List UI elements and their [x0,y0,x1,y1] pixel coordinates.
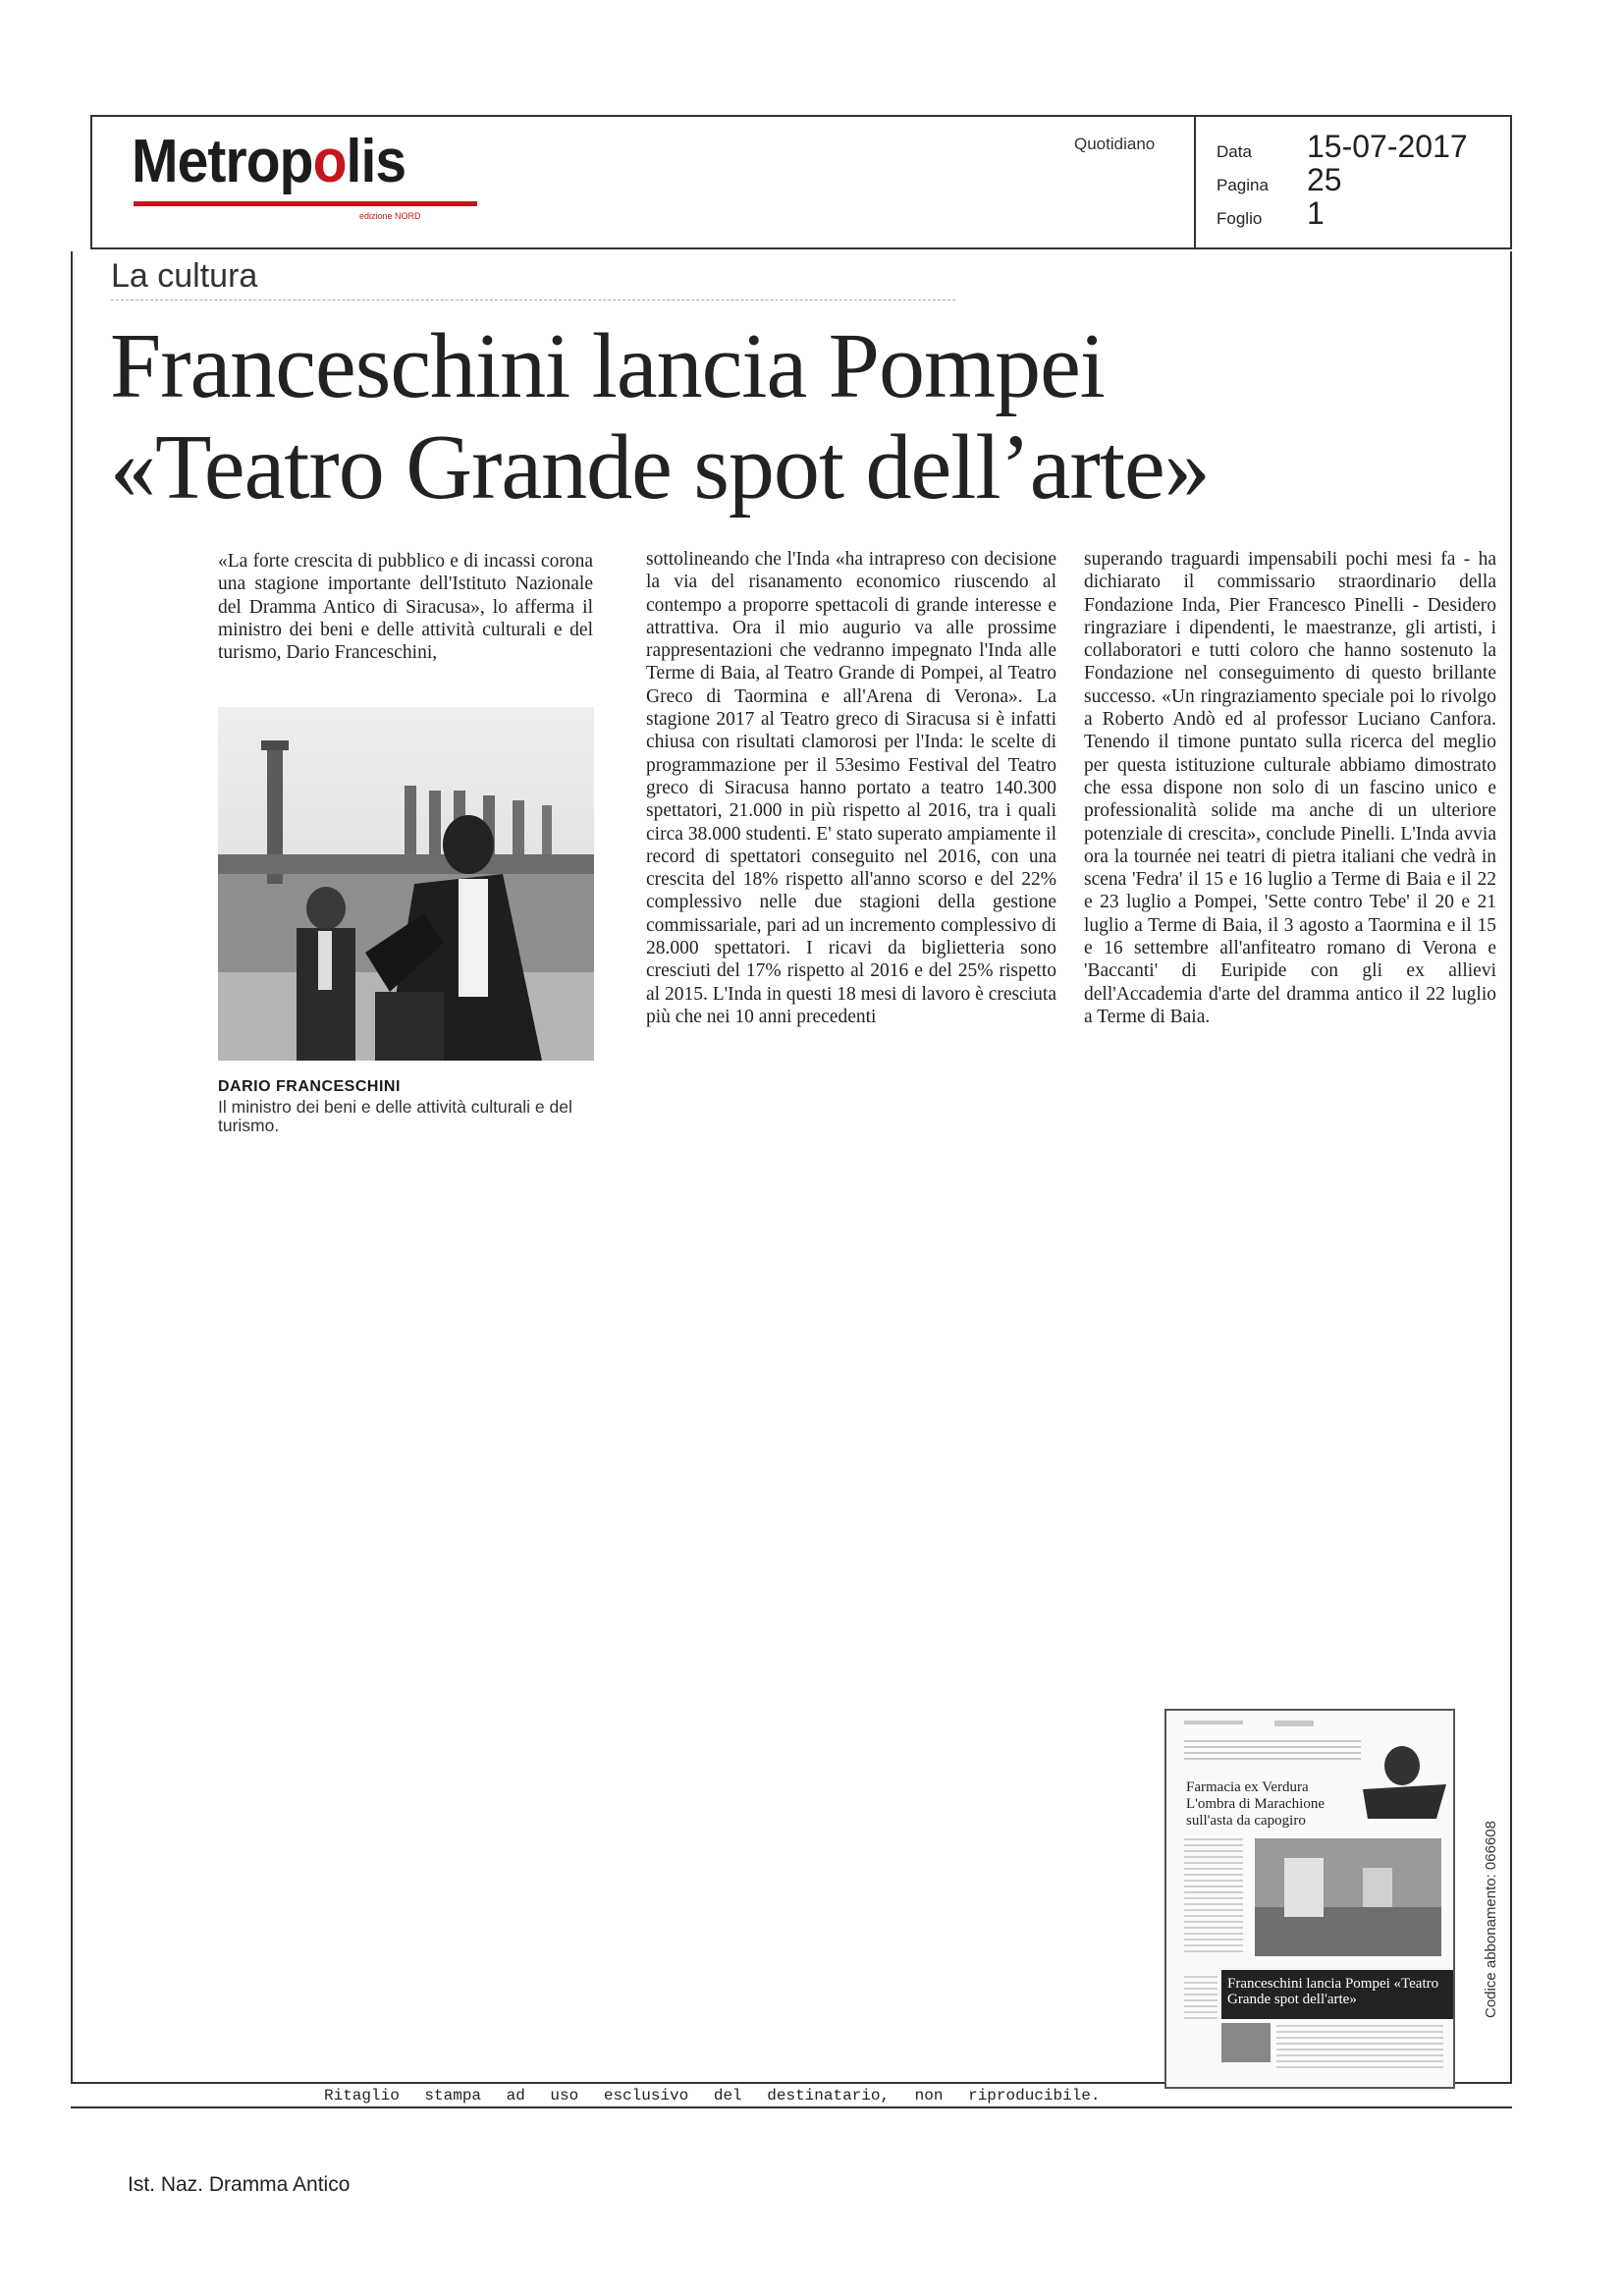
frame-bottom-rule [71,2106,1512,2108]
section-label: La cultura [111,257,258,295]
thumbnail-headline-2: Franceschini lancia Pompei «Teatro Grande spot dell'arte» [1221,1970,1455,2019]
photo-caption-text: Il ministro dei beni e delle attività culturali e del turismo. [218,1097,572,1135]
photo-caption-title: DARIO FRANCESCHINI [218,1078,401,1095]
publication-type: Quotidiano [1074,135,1156,153]
page-thumbnail [1164,1709,1455,2089]
photo-ruins-illustration [218,707,594,1061]
article-column-3: superando traguardi impensabili pochi mesi fa - ha dichiarato il commissario straordinario della Fondazione Inda, Pier Francesco Pinelli - Desidero ringraziare i dipendenti, le maestranze, gli artisti, i collaboratori e tutti coloro che hanno sostenuto la Fondazione nel conseguimento di questo brillante successo. «Un ringraziamento speciale poi lo rivolgo a Roberto Andò ed al professor Luciano Canfora. Tenendo il timone puntato sulla ricerca del meglio per questa istituzione culturale abbiamo dimostrato che essa dispone non solo di un fascino unico e professionalità solide ma anche di un ulteriore potenziale di crescita», conclude Pinelli. L'Inda avvia ora la tournée nei teatri di pietra italiani che vedrà in scena 'Fedra' il 15 e 16 luglio a Terme di Baia e il 22 e 23 luglio a Pompei, 'Sette contro Tebe' il 20 e 21 luglio a Terme di Baia, il 3 agosto a Taormina e il 15 e 16 settembre all'anfiteatro romano di Verona e 'Baccanti' di Euripide con gli ex allievi dell'Accademia d'arte del dramma antico il 22 luglio a Terme di Baia. [1084,549,1496,1027]
meta-sheet: Foglio 1 [1217,195,1325,231]
article-photo [218,707,594,1061]
headline-line-2: «Teatro Grande spot dell’arte» [110,416,1210,519]
newspaper-logo: Metropolis [132,128,406,195]
meta-page: Pagina 25 [1217,162,1342,197]
thumbnail-headline-1: Farmacia ex Verdura L'ombra di Marachione sull'asta da capogiro [1186,1779,1325,1829]
masthead-box [90,115,1512,249]
article-column-2: sottolineando che l'Inda «ha intrapreso con decisione la via del risanamento economico riuscendo al contempo a proporre spettacoli di grande interesse e attrattiva. Ora il mio augurio va alle prossime rappresentazioni che vedranno impegnato l'Inda alle Terme di Baia, al Teatro Grande di Pompei, al Teatro Greco di Taormina e all'Arena di Verona». La stagione 2017 al Teatro greco di Siracusa si è infatti chiusa con risultati clamorosi per l'Inda: le scelte di programmazione per il 53esimo Festival del Teatro greco di Siracusa hanno portato a teatro 140.300 spettatori, 21.000 in più rispetto al 2016, tra i quali circa 38.000 studenti. E' stato superato ampiamente il record di spettatori conseguito nel 2016, con una crescita del 18% rispetto all'anno scorso e del 22% complessivo nelle due stagioni della gestione commissariale, pari ad un incremento complessivo di 28.000 spettatori. I ricavi da biglietteria sono cresciuti del 17% rispetto al 2016 e del 25% rispetto al 2015. L'Inda in questi 18 mesi di lavoro è cresciuta più che nei 10 anni precedenti [646,549,1056,1027]
clipping-notice: Ritaglio stampa ad uso esclusivo del destinatario, non riproducibile. [324,2087,1101,2105]
header-divider [1194,117,1196,247]
article-column-1: «La forte crescita di pubblico e di incassi corona una stagione importante dell'Istituto Nazionale del Dramma Antico di Siracusa», lo afferma il ministro dei beni e delle attività culturali e del turismo, Dario Franceschini, [218,551,593,664]
section-rule [111,300,955,301]
headline-line-1: Franceschini lancia Pompei [110,315,1105,417]
logo-edition: edizione NORD [359,211,421,221]
subscription-code: Codice abbonamento: 066608 [1483,1821,1499,2018]
thumbnail-layout-illustration [1166,1711,1455,2089]
meta-date: Data 15-07-2017 [1217,129,1468,164]
source-footer: Ist. Naz. Dramma Antico [128,2173,351,2196]
article-headline [110,316,1210,519]
logo-underline [134,201,477,206]
